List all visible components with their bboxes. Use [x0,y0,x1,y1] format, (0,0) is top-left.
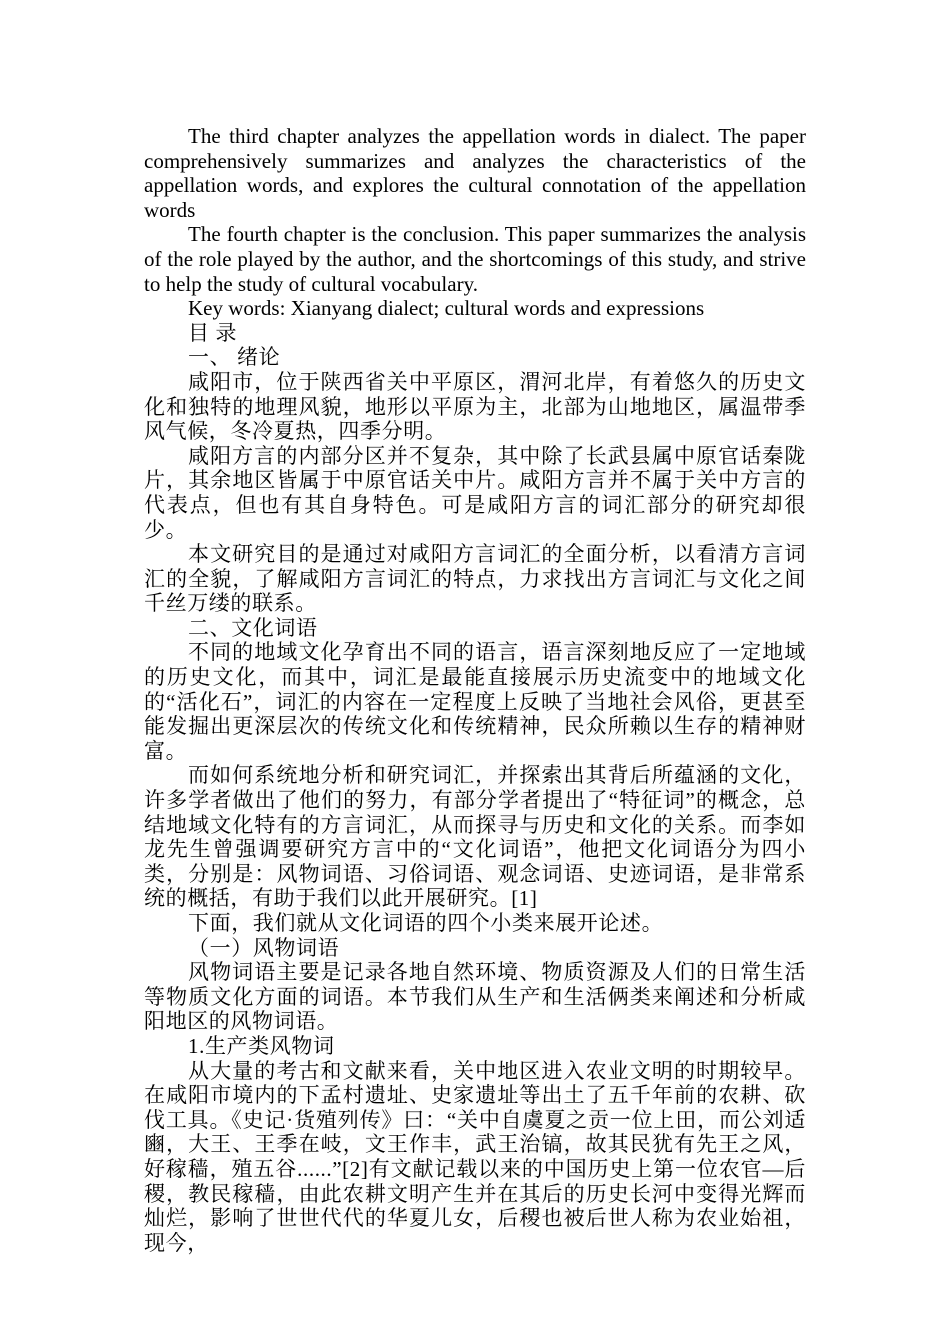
body-paragraph: 而如何系统地分析和研究词汇，并探索出其背后所蕴涵的文化，许多学者做出了他们的努力，有部分学者提出了“特征词”的概念，总结地域文化特有的方言词汇，从而探寻与历史和文化的关系。而李如龙先生曾强调要研究方言中的“文化词语”，他把文化词语分为四小类，分别是：风物词语、习俗词语、观念词语、史迹词语，是非常系统的概括，有助于我们以此开展研究。[1] [144,763,806,911]
keywords-line: Key words: Xianyang dialect; cultural words and expressions [188,296,705,321]
table-of-contents-heading: 目 录 [188,320,238,345]
section-heading-cultural-words: 二、文化词语 [188,615,318,640]
subsubsection-heading-production-words: 1.生产类风物词 [188,1033,335,1058]
subsection-heading-scenery-words: （一）风物词语 [188,935,340,960]
body-paragraph: 咸阳市，位于陕西省关中平原区，渭河北岸，有着悠久的历史文化和独特的地理风貌，地形以平原为主，北部为山地地区，属温带季风气候，冬冷夏热，四季分明。 [144,369,806,444]
document-page [144,124,806,1255]
abstract-paragraph-chapter-four: The fourth chapter is the conclusion. This paper summarizes the analysis of the role played by the author, and the shortcomings of this study, and strive to help the study of cultural vocabulary. [144,222,806,296]
abstract-paragraph-chapter-three: The third chapter analyzes the appellation words in dialect. The paper comprehensively summarizes and analyzes the characteristics of the appellation words, and explores the cultural connotation of the appellation words [144,124,806,222]
body-paragraph: 咸阳方言的内部分区并不复杂，其中除了长武县属中原官话秦陇片，其余地区皆属于中原官话关中片。咸阳方言并不属于关中方言的代表点，但也有其自身特色。可是咸阳方言的词汇部分的研究却很少。 [144,443,806,542]
body-paragraph: 风物词语主要是记录各地自然环境、物质资源及人们的日常生活等物质文化方面的词语。本节我们从生产和生活俩类来阐述和分析咸阳地区的风物词语。 [144,960,806,1034]
section-heading-introduction: 一、 绪论 [188,345,281,370]
body-paragraph: 下面，我们就从文化词语的四个小类来展开论述。 [188,911,664,935]
body-paragraph: 本文研究目的是通过对咸阳方言词汇的全面分析，以看清方言词汇的全貌，了解咸阳方言词汇的特点，力求找出方言词汇与文化之间千丝万缕的联系。 [144,542,806,616]
body-paragraph: 不同的地域文化孕育出不同的语言，语言深刻地反应了一定地域的历史文化，而其中，词汇是最能直接展示历史流变中的地域文化的“活化石”，词汇的内容在一定程度上反映了当地社会风俗，更甚至能发掘出更深层次的传统文化和传统精神，民众所赖以生存的精神财富。 [144,640,806,763]
body-paragraph: 从大量的考古和文献来看，关中地区进入农业文明的时期较早。在咸阳市境内的下孟村遗址、史家遗址等出土了五千年前的农耕、砍伐工具。《史记·货殖列传》曰：“关中自虞夏之贡一位上田，而公刘适豳，大王、王季在岐，文王作丰，武王治镐，故其民犹有先王之风，好稼穑，殖五谷......”[2]有文献记载以来的中国历史上第一位农官—后稷，教民稼穑，由此农耕文明产生并在其后的历史长河中变得光辉而灿烂，影响了世世代代的华夏儿女，后稷也被后世人称为农业始祖，现今， [144,1058,806,1255]
